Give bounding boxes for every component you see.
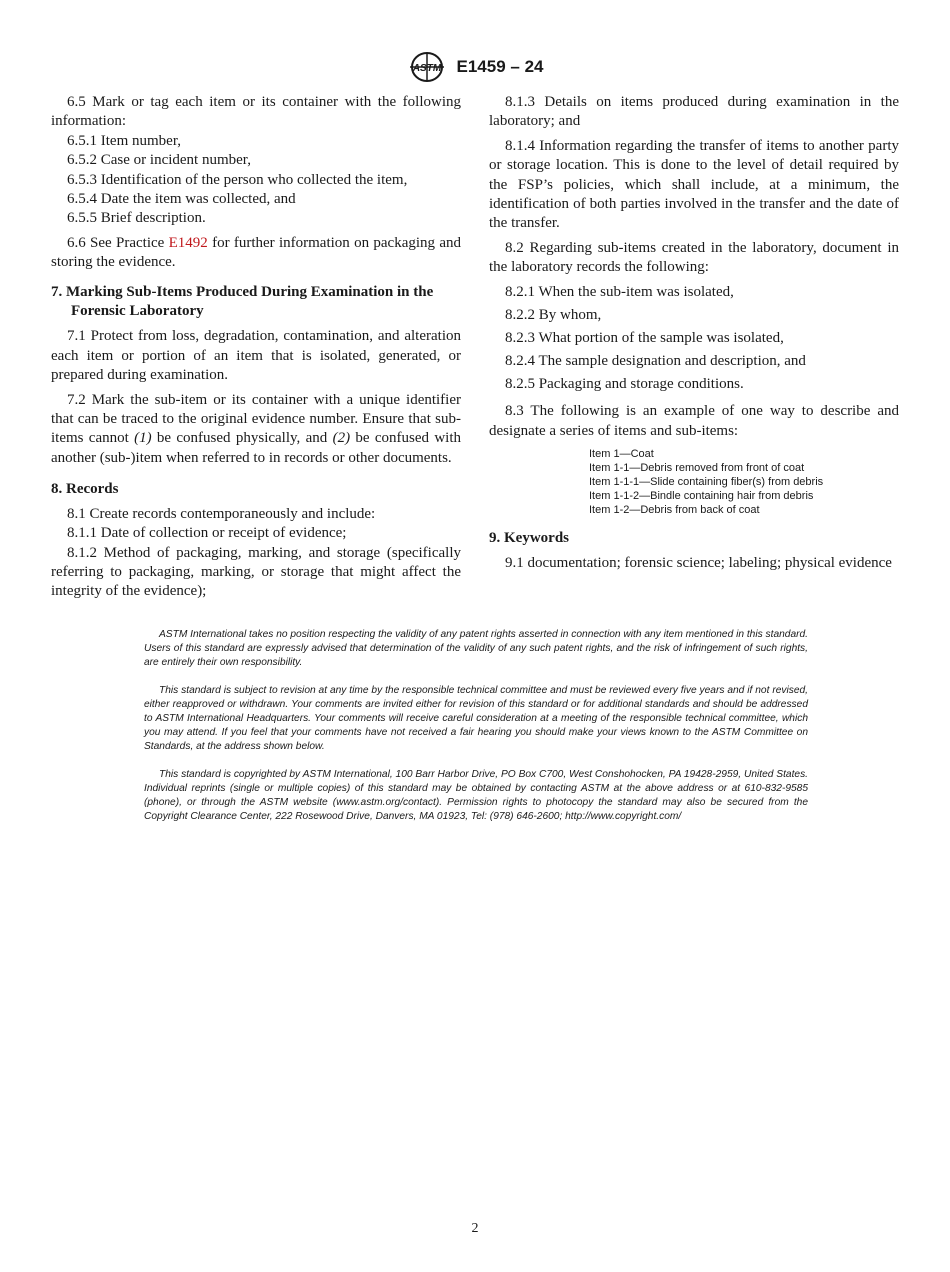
- example-line: Item 1—Coat: [589, 447, 654, 460]
- para-6-5-2: 6.5.2 Case or incident number,: [67, 152, 251, 169]
- left-column: [51, 93, 461, 607]
- revision-notice: This standard is subject to revision at any time by the responsible technical committee and must be reviewed every five years and if not revised, either reapproved or withdrawn. Your comments are invited either for revision of this standard or for additional standards and should be addressed to ASTM International Headquarters. Your comments will receive careful consideration at a meeting of the responsible technical committee, which you may attend. If you feel that your comments have not received a fair hearing you should make your views known to the ASTM Committee on Standards, at the address shown below.: [144, 685, 808, 752]
- e1492-link[interactable]: E1492: [168, 235, 208, 252]
- para-8-2-1: 8.2.1 When the sub-item was isolated,: [505, 284, 734, 301]
- example-line: Item 1-2—Debris from back of coat: [589, 503, 760, 516]
- item-designation-example: [589, 447, 899, 517]
- para-8-1-4: 8.1.4 Information regarding the transfer of items to another party or storage location. This is done to the level of detail required by the FSP’s policies, which shall include, at a minimum, the identification of both parties involved in the transfer and the date of the transfer.: [489, 138, 899, 232]
- para-6-5: 6.5 Mark or tag each item or its container with the following information:: [51, 94, 461, 130]
- page-number: 2: [471, 1221, 479, 1236]
- para-9-1: 9.1 documentation; forensic science; labeling; physical evidence: [505, 554, 892, 571]
- para-6-5-4: 6.5.4 Date the item was collected, and: [67, 190, 296, 207]
- section-8-heading: 8. Records: [51, 480, 119, 497]
- para-6-5-3: 6.5.3 Identification of the person who collected the item,: [67, 171, 408, 188]
- para-8-2-2: 8.2.2 By whom,: [505, 307, 602, 324]
- section-7-heading: 7. Marking Sub-Items Produced During Examination in the Forensic Laboratory: [51, 283, 434, 319]
- para-8-2-5: 8.2.5 Packaging and storage conditions.: [505, 376, 744, 393]
- para-8-2-4: 8.2.4 The sample designation and description, and: [505, 353, 806, 370]
- para-8-3: 8.3 The following is an example of one way to describe and designate a series of items and sub-items:: [489, 403, 899, 439]
- para-6-5-1: 6.5.1 Item number,: [67, 133, 181, 150]
- right-column: [489, 93, 899, 579]
- example-line: Item 1-1—Debris removed from front of coat: [589, 461, 805, 474]
- para-6-6: 6.6 See Practice E1492 for further information on packaging and storing the evidence.: [51, 235, 461, 271]
- para-8-1: 8.1 Create records contemporaneously and include:: [67, 506, 376, 523]
- page-header: [0, 51, 950, 85]
- copyright-notice: This standard is copyrighted by ASTM International, 100 Barr Harbor Drive, PO Box C700, West Conshohocken, PA 19428-2959, United States. Individual reprints (single or multiple copies) of this standard may be obtained by contacting ASTM at the above address or at 610-832-9585 (phone), or through the ASTM website (www.astm.org/contact). Permission rights to photocopy the standard may also be secured from the Copyright Clearance Center, 222 Rosewood Drive, Danvers, MA 01923, Tel: (978) 646-2600; http://www.copyright.com/: [144, 769, 808, 822]
- example-line: Item 1-1-1—Slide containing fiber(s) from debris: [589, 475, 824, 488]
- para-7-1: 7.1 Protect from loss, degradation, contamination, and alteration each item or portion of an item that is isolated, generated, or prepared during examination.: [51, 328, 461, 383]
- example-line: Item 1-1-2—Bindle containing hair from debris: [589, 489, 814, 502]
- para-8-1-1: 8.1.1 Date of collection or receipt of evidence;: [67, 525, 347, 542]
- para-7-2: 7.2 Mark the sub-item or its container with a unique identifier that can be traced to the original evidence number. Ensure that sub-items cannot (1) be confused physically, and (2) be confused with another (sub-)item when referred to in records or other documents.: [51, 391, 461, 466]
- para-8-2-3: 8.2.3 What portion of the sample was isolated,: [505, 330, 784, 347]
- astm-logo: [407, 51, 447, 83]
- svg-text:ASTM: ASTM: [412, 63, 441, 74]
- section-9-heading: 9. Keywords: [489, 529, 569, 546]
- footer-notice: [144, 628, 808, 838]
- standard-designation: E1459 – 24: [456, 57, 544, 76]
- para-8-1-3: 8.1.3 Details on items produced during examination in the laboratory; and: [489, 94, 899, 130]
- para-8-1-2: 8.1.2 Method of packaging, marking, and storage (specifically referring to packaging, marking, or storage that might affect the integrity of the evidence);: [51, 544, 461, 600]
- patent-notice: ASTM International takes no position respecting the validity of any patent rights asserted in connection with any item mentioned in this standard. Users of this standard are expressly advised that determination of the validity of any such patent rights, and the risk of infringement of such rights, are entirely their own responsibility.: [144, 629, 808, 668]
- para-6-5-5: 6.5.5 Brief description.: [67, 210, 206, 227]
- para-8-2: 8.2 Regarding sub-items created in the laboratory, document in the laboratory records the following:: [489, 240, 899, 276]
